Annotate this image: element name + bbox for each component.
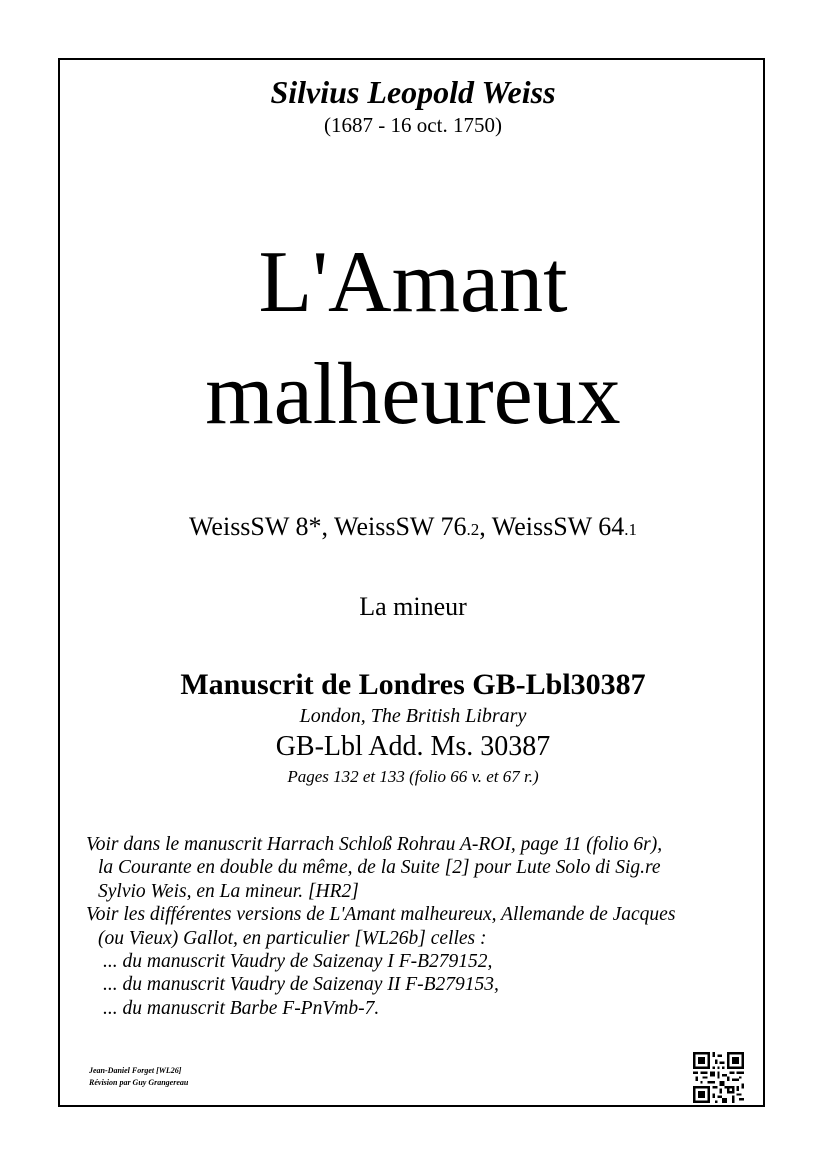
- credit-revision: Révision par Guy Grangereau: [89, 1078, 189, 1087]
- catalog-numbers: [0, 512, 826, 542]
- catalog-sub-b: .1: [624, 520, 638, 539]
- note-line: ... du manuscrit Barbe F-PnVmb-7.: [103, 997, 380, 1019]
- piece-title-line-2: malheureux: [205, 346, 621, 443]
- note-line: Sylvio Weis, en La mineur. [HR2]: [98, 880, 359, 902]
- note-line: Voir les différentes versions de L'Amant malheureux, Allemande de Jacques: [86, 904, 676, 926]
- shelfmark: GB-Lbl Add. Ms. 30387: [275, 731, 551, 762]
- note-line: Voir dans le manuscrit Harrach Schloß Rohrau A-ROI, page 11 (folio 6r),: [86, 834, 663, 855]
- note-line: (ou Vieux) Gallot, en particulier [WL26b] celles :: [98, 927, 487, 949]
- composer-dates: (1687 - 16 oct. 1750): [324, 113, 502, 137]
- note-line: ... du manuscrit Vaudry de Saizenay I F-B279152,: [103, 951, 493, 973]
- note-line: ... du manuscrit Vaudry de Saizenay II F-B279153,: [103, 974, 499, 996]
- composer-name: Silvius Leopold Weiss: [270, 74, 556, 110]
- piece-title-line-1: L'Amant: [258, 234, 568, 331]
- notes-block: [86, 833, 766, 1020]
- manuscript-title: Manuscrit de Londres GB-Lbl30387: [180, 668, 646, 701]
- library-name: London, The British Library: [299, 705, 527, 727]
- page-reference: Pages 132 et 133 (folio 66 v. et 67 r.): [287, 767, 539, 786]
- musical-key: La mineur: [359, 592, 467, 621]
- catalog-part-b: , WeissSW 64: [479, 512, 625, 541]
- qr-code-icon: [693, 1052, 744, 1103]
- note-line: la Courante en double du même, de la Suite [2] pour Lute Solo di Sig.re: [98, 857, 661, 879]
- catalog-part-a: WeissSW 8*, WeissSW 76: [188, 512, 467, 541]
- credit-author: Jean-Daniel Forget [WL26]: [89, 1066, 182, 1075]
- catalog-sub-a: .2: [466, 520, 480, 539]
